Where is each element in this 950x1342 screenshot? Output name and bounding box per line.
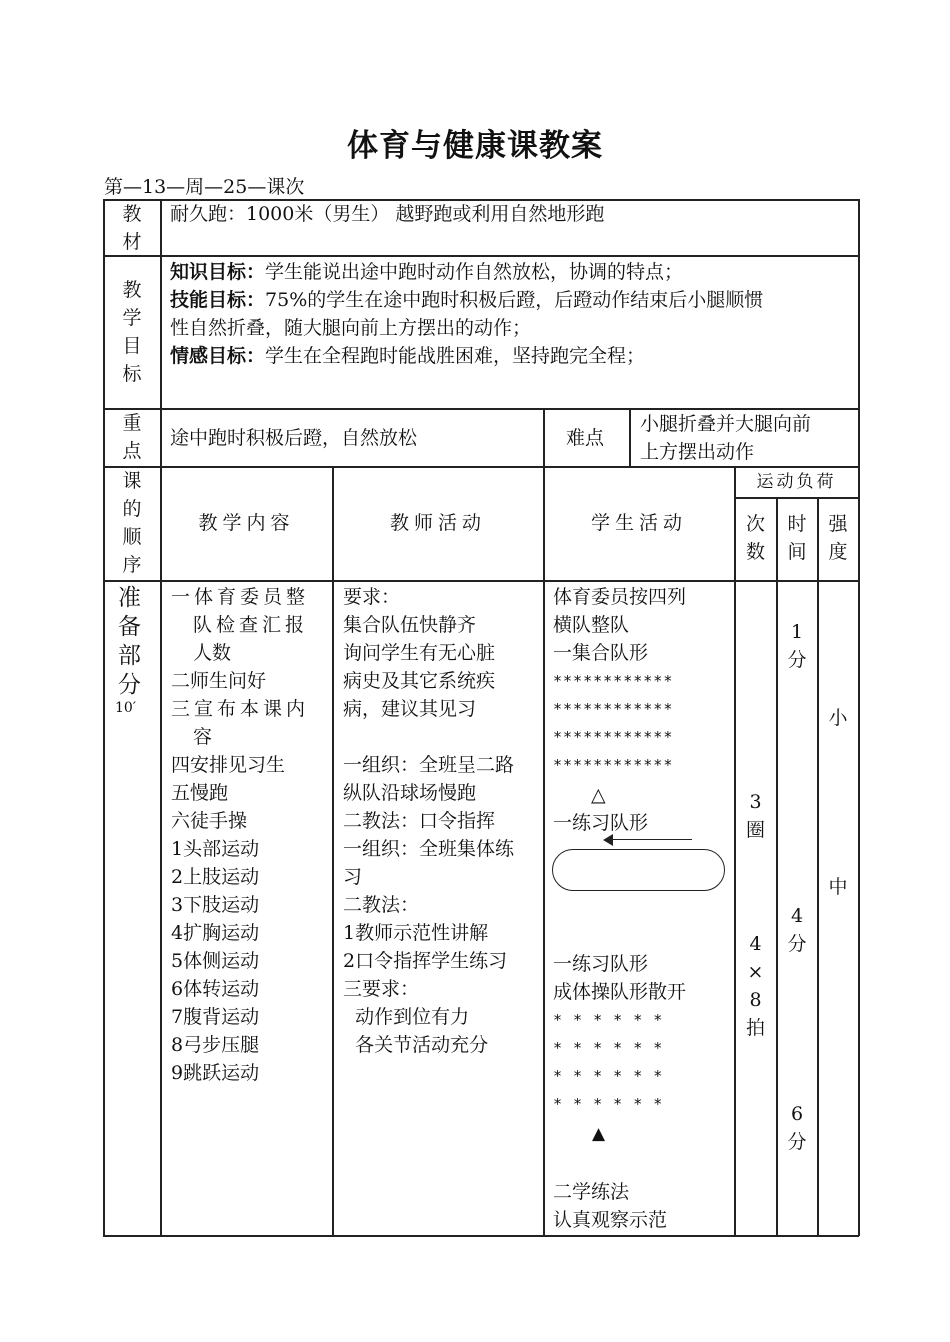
list-item: 7腹背运动 — [171, 1006, 260, 1028]
list-item: 人数 — [193, 642, 232, 664]
practice-formation-label: 一练习队形 — [553, 812, 649, 834]
skill-goal-text-cont: 性自然折叠，随大腿向前上方摆出的动作； — [170, 317, 532, 339]
difficulty-label: 难点 — [566, 427, 605, 449]
keypoint-label: 重 点 — [122, 412, 142, 462]
count-beats: 4 × 8 拍 — [745, 933, 765, 1039]
list-item: 习 — [343, 866, 363, 888]
teacher-header: 教师活动 — [389, 512, 486, 534]
prep-duration: 10′ — [115, 700, 136, 716]
order-header: 课 的 顺 序 — [122, 470, 142, 576]
intensity-low: 小 — [828, 707, 848, 729]
prep-content-list — [171, 583, 329, 1087]
arrow-line — [607, 839, 692, 840]
practice-formation-label-2: 一练习队形 成体操队形散开 — [553, 953, 687, 1003]
list-item: 询问学生有无心脏 — [343, 642, 496, 664]
list-item: 四安排见习生 — [171, 754, 286, 776]
list-item: 纵队沿球场慢跑 — [343, 782, 477, 804]
list-item: 3下肢运动 — [171, 894, 260, 916]
time-3: 6 分 — [787, 1103, 807, 1153]
teacher-marker-filled-icon: ▲ — [592, 1124, 606, 1144]
formation-stars-wide: ************ ************ ************ ************ — [553, 672, 674, 774]
knowledge-goal-text: 学生能说出途中跑时动作自然放松，协调的特点； — [265, 261, 684, 283]
list-item: 8弓步压腿 — [171, 1034, 260, 1056]
list-item: 2上肢运动 — [171, 866, 260, 888]
intensity-header: 强 度 — [828, 513, 848, 563]
count-laps: 3 圈 — [745, 791, 765, 841]
intensity-mid: 中 — [828, 876, 848, 898]
list-item: 病史及其它系统疾 — [343, 670, 496, 692]
content-header: 教学内容 — [198, 512, 295, 534]
list-item: 6体转运动 — [171, 978, 260, 1000]
list-item: 容 — [193, 726, 213, 748]
emotion-goal-text: 学生在全程跑时能战胜困难，坚持跑完全程； — [265, 345, 646, 367]
load-header: 运动负荷 — [756, 472, 837, 492]
week-session-label: 第—13—周—25—课次 — [104, 176, 305, 198]
list-item: 六徒手操 — [171, 810, 248, 832]
list-item: 一体育委员整 — [171, 586, 310, 608]
goals-label: 教 学 目 标 — [122, 279, 142, 385]
prep-section-label: 准 备 部 分 — [118, 585, 141, 698]
formation-stars-narrow: * * * * * * * * * * * * * * * * * * * * * * * * — [553, 1011, 664, 1113]
material-text: 耐久跑：1000米（男生） 越野跑或利用自然地形跑 — [170, 203, 605, 225]
list-item: 集合队伍快静齐 — [343, 614, 477, 636]
keypoint-text: 途中跑时积极后蹬，自然放松 — [170, 427, 418, 449]
page-title: 体育与健康课教案 — [347, 128, 603, 164]
emotion-goal-label: 情感目标： — [170, 345, 266, 367]
track-oval — [552, 849, 725, 891]
student-header: 学生活动 — [590, 512, 687, 534]
list-item: 三宣布本课内 — [171, 698, 310, 720]
teacher-marker-icon: △ — [591, 784, 606, 806]
list-item: 2口令指挥学生练习 — [343, 950, 508, 972]
list-item: 4扩胸运动 — [171, 922, 260, 944]
time-1: 1 分 — [787, 621, 807, 671]
arrow-left-icon — [603, 834, 613, 846]
list-item: 要求： — [343, 586, 401, 608]
list-item: 二师生问好 — [171, 670, 267, 692]
study-method: 二学练法 认真观察示范 — [553, 1181, 668, 1231]
skill-goal-text: 75%的学生在途中跑时积极后蹬，后蹬动作结束后小腿顺惯 — [265, 289, 764, 311]
list-item: 一组织：全班呈二路 — [343, 754, 515, 776]
list-item: 二教法： — [343, 894, 420, 916]
list-item: 各关节活动充分 — [343, 1034, 489, 1056]
list-item: 1头部运动 — [171, 838, 260, 860]
time-2: 4 分 — [787, 905, 807, 955]
list-item: 9跳跃运动 — [171, 1062, 260, 1084]
goals-text — [170, 258, 855, 370]
count-header: 次 数 — [745, 513, 765, 563]
material-label: 教 材 — [122, 203, 142, 253]
list-item: 1教师示范性讲解 — [343, 922, 489, 944]
list-item: 5体侧运动 — [171, 950, 260, 972]
list-item: 一组织：全班集体练 — [343, 838, 515, 860]
list-item: 队检查汇报 — [193, 614, 309, 636]
list-item: 动作到位有力 — [343, 1006, 470, 1028]
list-item: 二教法：口令指挥 — [343, 810, 496, 832]
difficulty-text: 小腿折叠并大腿向前 上方摆出动作 — [640, 413, 812, 463]
list-item — [343, 723, 539, 751]
list-item: 五慢跑 — [171, 782, 229, 804]
skill-goal-label: 技能目标： — [170, 289, 266, 311]
knowledge-goal-label: 知识目标： — [170, 261, 266, 283]
student-top-text: 体育委员按四列 横队整队 一集合队形 — [553, 586, 687, 664]
list-item: 三要求： — [343, 978, 420, 1000]
list-item: 病，建议其见习 — [343, 698, 477, 720]
time-header: 时 间 — [787, 513, 807, 563]
prep-teacher-list — [343, 583, 539, 1059]
